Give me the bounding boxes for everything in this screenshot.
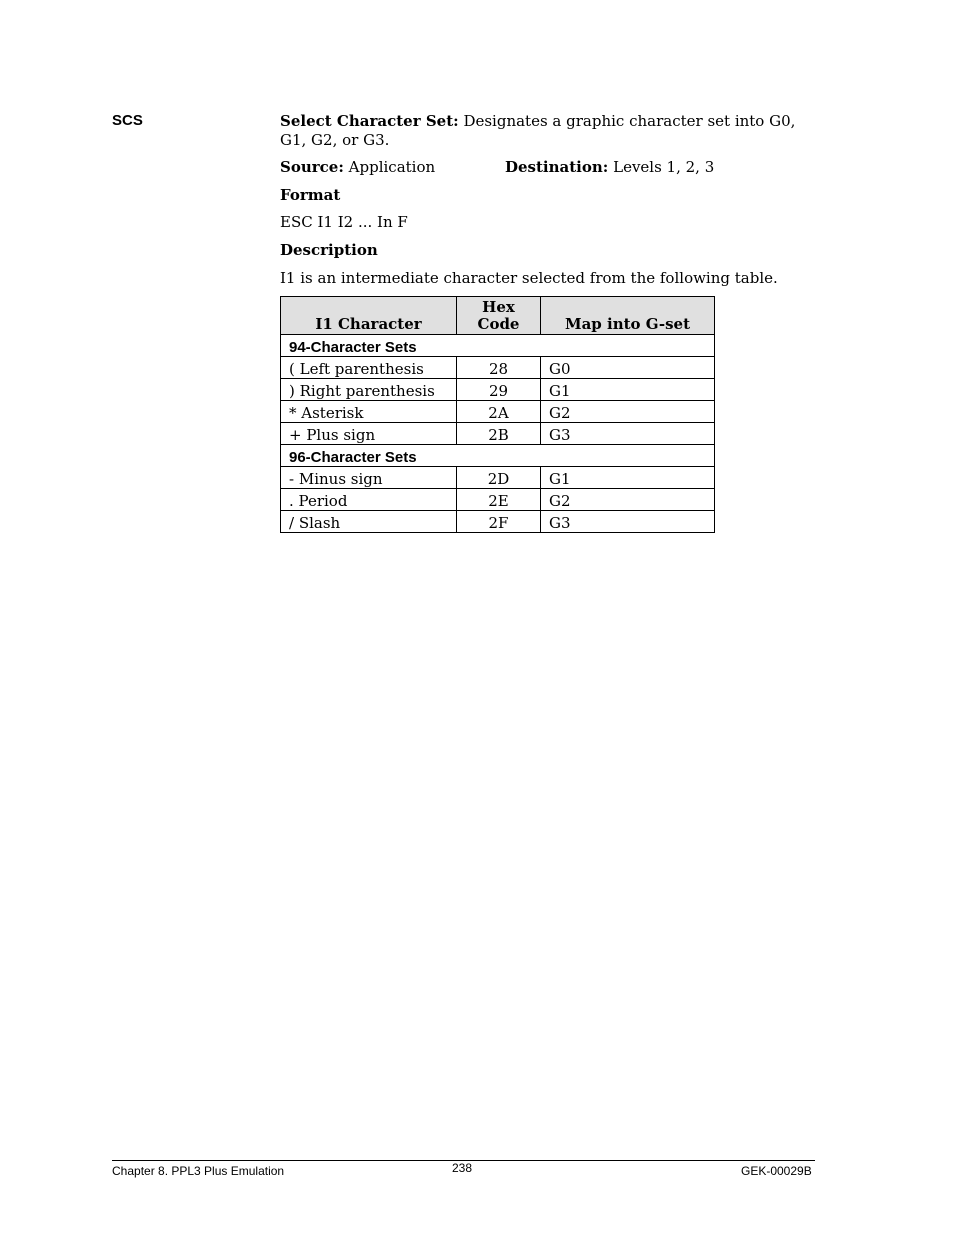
cell-character: / Slash bbox=[281, 511, 457, 533]
cell-hex: 28 bbox=[457, 357, 541, 379]
footer-doc-id: GEK-00029B bbox=[741, 1164, 812, 1178]
source-value: Application bbox=[348, 158, 436, 176]
cell-hex: 2E bbox=[457, 489, 541, 511]
source-label: Source: bbox=[280, 158, 344, 176]
section-title: 94-Character Sets bbox=[281, 335, 715, 357]
cell-hex: 29 bbox=[457, 379, 541, 401]
cell-character: ) Right parenthesis bbox=[281, 379, 457, 401]
cell-gset: G1 bbox=[541, 467, 715, 489]
cell-gset: G2 bbox=[541, 489, 715, 511]
section-row-96 bbox=[281, 445, 715, 467]
description-text: I1 is an intermediate character selected from the following table. bbox=[280, 269, 778, 287]
footer-chapter: Chapter 8. PPL3 Plus Emulation bbox=[112, 1164, 285, 1178]
table-row bbox=[281, 467, 715, 489]
format-text: ESC I1 I2 ... In F bbox=[280, 213, 408, 231]
destination-line bbox=[505, 158, 714, 176]
table-row bbox=[281, 489, 715, 511]
cell-character: ( Left parenthesis bbox=[281, 357, 457, 379]
destination-label: Destination: bbox=[505, 158, 609, 176]
destination-value: Levels 1, 2, 3 bbox=[613, 158, 715, 176]
cell-gset: G1 bbox=[541, 379, 715, 401]
header-map-gset: Map into G-set bbox=[541, 297, 715, 335]
command-definition bbox=[280, 112, 800, 150]
table-header-row bbox=[281, 297, 715, 335]
cell-hex: 2D bbox=[457, 467, 541, 489]
section-title: 96-Character Sets bbox=[281, 445, 715, 467]
format-heading: Format bbox=[280, 186, 341, 204]
table-row bbox=[281, 423, 715, 445]
cell-gset: G3 bbox=[541, 423, 715, 445]
cell-gset: G3 bbox=[541, 511, 715, 533]
cell-character: + Plus sign bbox=[281, 423, 457, 445]
table-row bbox=[281, 401, 715, 423]
cell-character: . Period bbox=[281, 489, 457, 511]
cell-hex: 2B bbox=[457, 423, 541, 445]
cell-gset: G2 bbox=[541, 401, 715, 423]
cell-gset: G0 bbox=[541, 357, 715, 379]
description-heading: Description bbox=[280, 241, 378, 259]
table-row bbox=[281, 357, 715, 379]
command-name: Select Character Set: bbox=[280, 112, 459, 130]
header-hex-code: Hex Code bbox=[457, 297, 541, 335]
source-line bbox=[280, 158, 435, 177]
character-set-table bbox=[280, 296, 715, 533]
header-i1-character: I1 Character bbox=[281, 297, 457, 335]
cell-character: * Asterisk bbox=[281, 401, 457, 423]
footer-page-number: 238 bbox=[452, 1161, 473, 1175]
section-row-94 bbox=[281, 335, 715, 357]
command-summary: Designates a graphic character set into G0, G1, G2, or G3. bbox=[280, 112, 796, 149]
cell-hex: 2A bbox=[457, 401, 541, 423]
cell-character: - Minus sign bbox=[281, 467, 457, 489]
command-mnemonic: SCS bbox=[112, 112, 143, 129]
table-row bbox=[281, 511, 715, 533]
table-row bbox=[281, 379, 715, 401]
cell-hex: 2F bbox=[457, 511, 541, 533]
